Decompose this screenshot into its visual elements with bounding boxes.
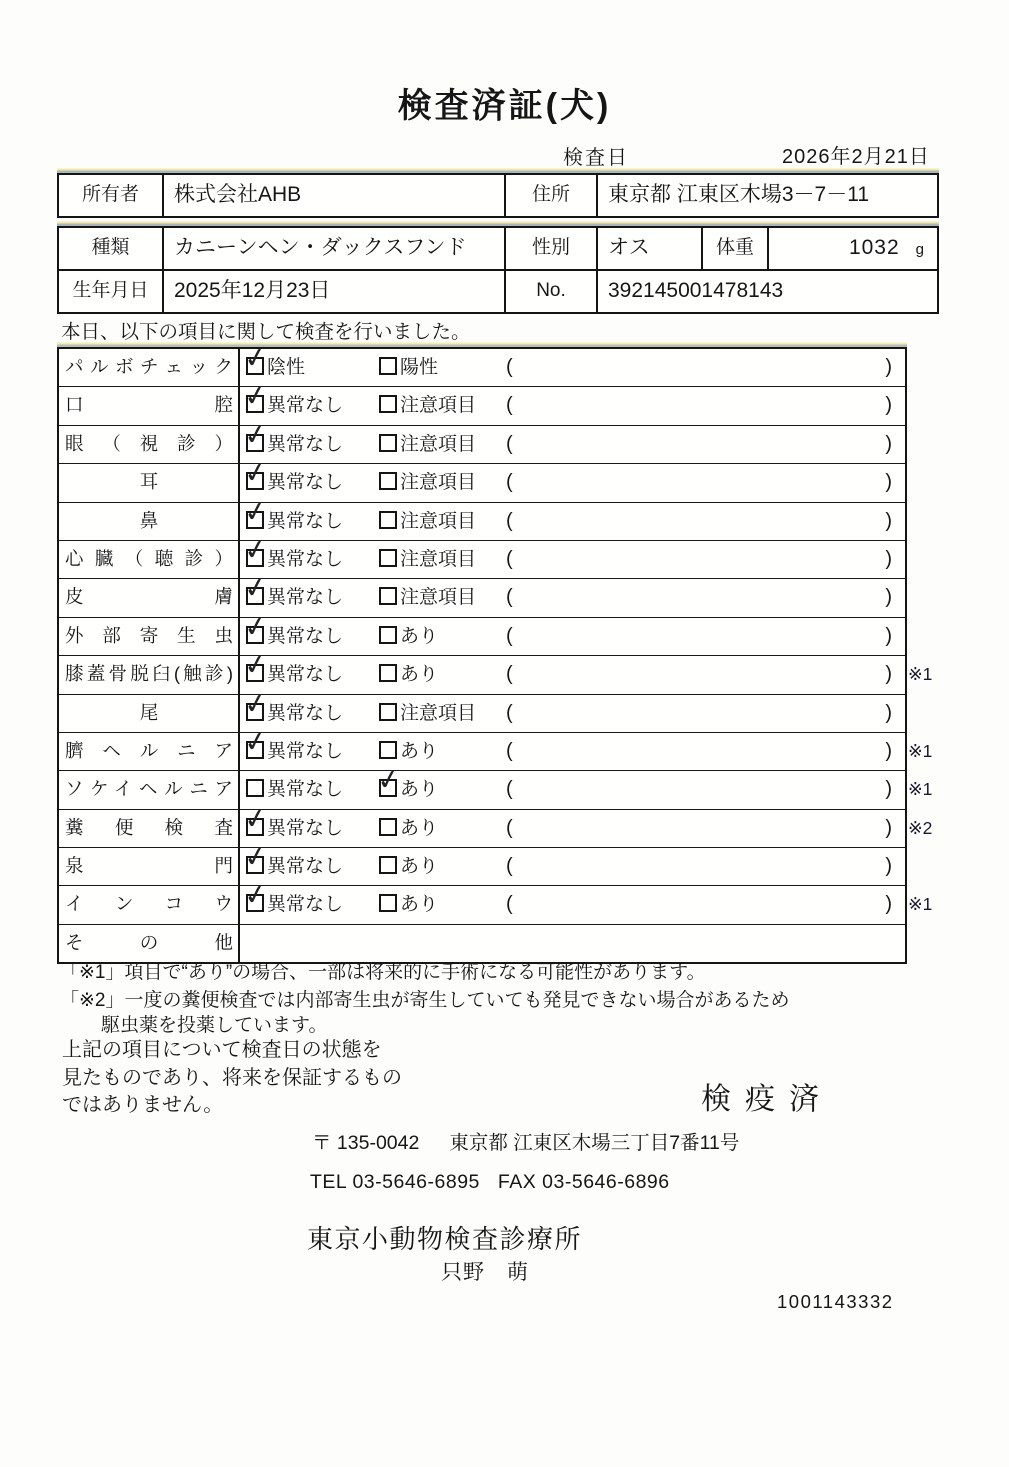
- option-label: 異常なし: [267, 817, 344, 839]
- paren-open: (: [506, 394, 513, 417]
- option-label: 注意項目: [400, 472, 477, 494]
- checkbox-normal: [246, 472, 264, 490]
- row-label: ソケイヘルニア: [59, 771, 240, 808]
- paren-open: (: [506, 586, 513, 609]
- checkbox-normal: [246, 741, 264, 759]
- no-value: 392145001478143: [596, 271, 937, 312]
- serial-number: 1001143332: [777, 1291, 894, 1312]
- checkbox-normal: [246, 779, 264, 797]
- option-label: 異常なし: [267, 548, 344, 570]
- breed-row: [59, 228, 937, 269]
- pet-info-table: [57, 226, 939, 314]
- checkbox-caution: [379, 511, 397, 529]
- footnote-1: 「※1」項目で“あり”の場合、一部は将来的に手術になる可能性があります。: [60, 962, 706, 983]
- table-row: [59, 809, 933, 847]
- paren-close: ): [885, 855, 892, 878]
- option-label: 陰性: [267, 357, 306, 378]
- option-label: あり: [400, 817, 439, 839]
- paren-close: ): [885, 739, 892, 762]
- checkbox-present: [379, 626, 397, 644]
- row-label: パルボチェック: [59, 349, 240, 386]
- breed-label: 種類: [91, 237, 130, 258]
- paren-close: ): [885, 471, 892, 494]
- birth-row: [59, 269, 937, 312]
- option-label: 注意項目: [400, 433, 477, 455]
- paren-open: (: [506, 701, 513, 724]
- table-row: [59, 770, 933, 808]
- row-footnote-mark: ※1: [908, 664, 933, 685]
- checkbox-normal: [246, 664, 264, 682]
- veterinarian-name: 只野 萌: [441, 1261, 529, 1284]
- paren-open: (: [506, 432, 513, 455]
- paren-close: ): [885, 893, 892, 916]
- row-label: 皮膚: [59, 579, 240, 616]
- owner-label: 所有者: [81, 184, 139, 205]
- paren-open: (: [506, 778, 513, 801]
- checkbox-positive: [379, 357, 397, 375]
- row-footnote-mark: ※1: [908, 740, 933, 761]
- option-label: 異常なし: [267, 587, 344, 609]
- weight-cell: [767, 228, 937, 269]
- checklist-table: [57, 347, 933, 964]
- checkbox-normal: [246, 703, 264, 721]
- footnote-2-line2: 駆虫薬を投薬しています。: [101, 1015, 328, 1036]
- checkbox-present: [379, 664, 397, 682]
- option-label: あり: [400, 856, 439, 878]
- sex-label: 性別: [504, 228, 596, 269]
- paren-open: (: [506, 663, 513, 686]
- row-label: 耳: [59, 464, 240, 501]
- row-label: 泉門: [59, 848, 240, 885]
- exam-date-value: 2026年2月21日: [782, 146, 930, 168]
- option-label: 異常なし: [267, 894, 344, 916]
- option-label: 異常なし: [267, 433, 344, 455]
- table-row: [59, 885, 933, 923]
- option-label: 注意項目: [400, 510, 477, 532]
- paren-open: (: [506, 855, 513, 878]
- page-title: 検査済証(犬): [397, 87, 612, 125]
- paren-close: ): [885, 547, 892, 570]
- paren-close: ): [885, 816, 892, 839]
- table-row: [59, 694, 905, 732]
- paren-close: ): [885, 509, 892, 532]
- table-row: [59, 617, 905, 655]
- row-label: その他: [59, 925, 240, 962]
- option-label: 注意項目: [400, 395, 477, 417]
- owner-address-value: 東京都 江東区木場3－7－11: [596, 175, 937, 216]
- postal-code: 〒 135-0042: [312, 1132, 420, 1154]
- row-label: 眼（視診）: [59, 426, 240, 463]
- clinic-fax: FAX 03-5646-6896: [497, 1171, 670, 1193]
- checkbox-caution: [379, 472, 397, 490]
- paren-open: (: [506, 739, 513, 762]
- checkbox-caution: [379, 395, 397, 413]
- paren-close: ): [885, 432, 892, 455]
- checkbox-normal: [246, 511, 264, 529]
- birth-value: 2025年12月23日: [162, 271, 504, 312]
- row-footnote-mark: ※2: [908, 817, 933, 838]
- checkbox-caution: [379, 434, 397, 452]
- row-label: 臍ヘルニア: [59, 733, 240, 770]
- checkbox-normal: [246, 549, 264, 567]
- paren-close: ): [885, 394, 892, 417]
- row-label: 口腔: [59, 387, 240, 424]
- checkbox-normal: [246, 434, 264, 452]
- row-label: 糞便検査: [59, 810, 240, 847]
- option-label: 異常なし: [267, 510, 344, 532]
- option-label: 陽性: [400, 357, 439, 378]
- clinic-name: 東京小動物検査診療所: [307, 1224, 583, 1254]
- checkbox-present: [379, 741, 397, 759]
- owner-table: [57, 173, 939, 218]
- sex-value: オス: [596, 228, 701, 269]
- table-row: [59, 732, 933, 770]
- checkbox-caution: [379, 587, 397, 605]
- option-label: 異常なし: [267, 779, 344, 801]
- paren-close: ): [885, 586, 892, 609]
- paren-close: ): [885, 701, 892, 724]
- no-label: No.: [504, 271, 596, 312]
- paren-close: ): [885, 663, 892, 686]
- checkbox-normal: [246, 856, 264, 874]
- checkbox-normal: [246, 626, 264, 644]
- paren-open: (: [506, 816, 513, 839]
- option-label: あり: [400, 894, 439, 916]
- disclaimer-text: [62, 1037, 402, 1120]
- table-row: [59, 386, 905, 424]
- option-label: 注意項目: [400, 587, 477, 609]
- row-label: 膝蓋骨脱臼(触診): [59, 656, 240, 693]
- table-row: [59, 655, 933, 693]
- clinic-address: 東京都 江東区木場三丁目7番11号: [449, 1132, 740, 1154]
- checkbox-normal: [246, 587, 264, 605]
- clinic-tel-line: [310, 1171, 670, 1194]
- owner-value: 株式会社AHB: [162, 175, 504, 216]
- clinic-tel: TEL 03-5646-6895: [310, 1171, 480, 1193]
- row-label: インコウ: [59, 886, 240, 923]
- checkbox-caution: [379, 703, 397, 721]
- checkbox-caution: [379, 549, 397, 567]
- option-label: あり: [400, 664, 439, 686]
- option-label: 異常なし: [267, 395, 344, 417]
- weight-value: 1032: [848, 236, 900, 259]
- option-label: 異常なし: [267, 856, 344, 878]
- option-label: あり: [400, 625, 439, 647]
- paren-open: (: [506, 893, 513, 916]
- checkbox-present: [379, 894, 397, 912]
- option-label: 異常なし: [267, 625, 344, 647]
- option-label: 注意項目: [400, 548, 477, 570]
- checkbox-present: [379, 856, 397, 874]
- quarantine-stamp: 検疫済: [701, 1083, 833, 1116]
- birth-label: 生年月日: [72, 280, 149, 301]
- checkbox-present: [379, 779, 397, 797]
- table-row: [59, 502, 905, 540]
- option-label: 異常なし: [267, 740, 344, 762]
- option-label: 異常なし: [267, 702, 344, 724]
- paren-open: (: [506, 471, 513, 494]
- table-row: [59, 540, 905, 578]
- paren-close: ): [885, 356, 892, 378]
- paren-open: (: [506, 547, 513, 570]
- breed-value: カニーンヘン・ダックスフンド: [162, 228, 504, 269]
- row-footnote-mark: ※1: [908, 894, 933, 915]
- intro-text: 本日、以下の項目に関して検査を行いました。: [61, 321, 471, 343]
- checkbox-negative: [246, 357, 264, 375]
- row-label: 外部寄生虫: [59, 618, 240, 655]
- weight-unit: g: [915, 241, 924, 258]
- table-row: [59, 349, 905, 386]
- option-label: あり: [400, 740, 439, 762]
- checkbox-normal: [246, 894, 264, 912]
- row-label: 尾: [59, 695, 240, 732]
- row-label: 心臓（聴診）: [59, 541, 240, 578]
- table-row: [59, 578, 905, 616]
- row-label: 鼻: [59, 503, 240, 540]
- paren-close: ): [885, 624, 892, 647]
- owner-address-label: 住所: [504, 175, 596, 216]
- disclaimer-line: 上記の項目について検査日の状態を: [62, 1039, 382, 1061]
- paren-open: (: [506, 509, 513, 532]
- exam-date-label: 検査日: [563, 147, 629, 169]
- paren-close: ): [885, 778, 892, 801]
- disclaimer-line: ではありません。: [62, 1094, 224, 1116]
- option-label: あり: [400, 779, 439, 801]
- owner-row: [59, 175, 937, 216]
- table-row: [59, 425, 905, 463]
- checkbox-normal: [246, 818, 264, 836]
- option-label: 注意項目: [400, 702, 477, 724]
- checkbox-present: [379, 818, 397, 836]
- paren-open: (: [506, 356, 513, 378]
- disclaimer-line: 見たものであり、将来を保証するもの: [62, 1066, 402, 1089]
- option-label: 異常なし: [267, 472, 344, 494]
- weight-label: 体重: [701, 228, 767, 269]
- checkbox-normal: [246, 395, 264, 413]
- row-footnote-mark: ※1: [908, 779, 933, 800]
- table-row: [59, 463, 905, 501]
- table-row: [59, 847, 905, 885]
- clinic-postal-line: [312, 1127, 739, 1155]
- option-label: 異常なし: [267, 664, 344, 686]
- footnote-2-line1: 「※2」一度の糞便検査では内部寄生虫が寄生していても発見できない場合があるため: [60, 990, 790, 1011]
- paren-open: (: [506, 624, 513, 647]
